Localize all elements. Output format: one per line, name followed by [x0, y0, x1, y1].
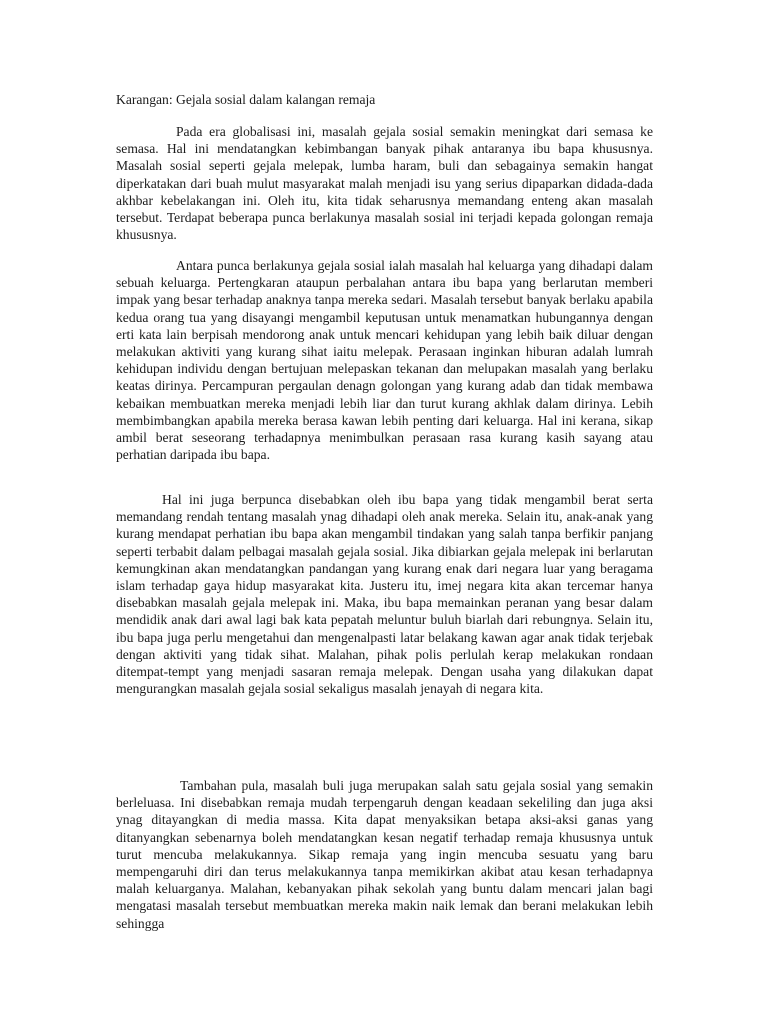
paragraph-3: Hal ini juga berpunca disebabkan oleh ibu bapa yang tidak mengambil berat serta memandang rendah tentang masalah ynag dihadapi oleh anak mereka. Selain itu, anak-anak yang kurang mendapat perhatian ibu bapa akan mengambil tindakan yang salah tanpa berfikir panjang seperti terbabit dalam pelbagai masalah gejala sosial. Jika dibiarkan gejala melepak ini berlarutan kemungkinan akan mendatangkan pandangan yang kurang enak dari negara luar yang beragama islam terhadap gaya hidup masyarakat kita. Justeru itu, imej negara kita akan tercemar hanya disebabkan masalah gejala melepak ini. Maka, ibu bapa memainkan peranan yang besar dalam mendidik anak dari awal lagi bak kata pepatah meluntur buluh biarlah dari rebungnya. Selain itu, ibu bapa juga perlu mengetahui dan mengenalpasti latar belakang kawan agar anak tidak terjebak dengan aktiviti yang tidak sihat. Malahan, pihak polis perlulah kerap melakukan rondaan ditempat-tempt yang menjadi sasaran remaja melepak. Dengan usaha yang dilakukan dapat mengurangkan masalah gejala sosial sekaligus masalah jenayah di negara kita. — [116, 492, 653, 697]
paragraph-4: Tambahan pula, masalah buli juga merupakan salah satu gejala sosial yang semakin berleluasa. Ini disebabkan remaja mudah terpengaruh dengan keadaan sekeliling dan juga aksi ynag ditayangkan di media massa. Kita dapat menyaksikan betapa aksi-aksi ganas yang ditanyangkan sebenarnya boleh mendatangkan kesan negatif terhadap remaja khususnya untuk turut mencuba melakukannya. Sikap remaja yang ingin mencuba sesuatu yang baru mempengaruhi diri dan terus melakukannya tanpa memikirkan akibat atau kesan terhadapnya malah keluarganya. Malahan, kebanyakan pihak sekolah yang buntu dalam mencari jalan bagi mengatasi masalah tersebut membuatkan mereka makin naik lemak dan berani melakukan lebih sehingga — [116, 778, 653, 931]
document-title: Karangan: Gejala sosial dalam kalangan remaja — [116, 92, 376, 107]
paragraph-2: Antara punca berlakunya gejala sosial ialah masalah hal keluarga yang dihadapi dalam sebuah keluarga. Pertengkaran ataupun perbalahan antara ibu bapa yang berlarutan memberi impak yang besar terhadap anaknya tanpa mereka sedari. Masalah tersebut banyak berlaku apabila kedua orang tua yang disayangi mengambil keputusan untuk menamatkan hubungannya dengan erti kata lain berpisah mendorong anak untuk mencari kehidupan yang lebih baik diluar dengan melakukan aktiviti yang kurang sihat iaitu melepak. Perasaan inginkan hiburan adalah lumrah kehidupan individu dengan bertujuan melepaskan tekanan dan melupakan masalah yang berlaku keatas dirinya. Percampuran pergaulan denagn golongan yang kurang adab dan tidak membawa kebaikan membuatkan mereka menjadi lebih liar dan turut kurang akhlak dalam dirinya. Lebih membimbangkan apabila mereka berasa kawan lebih penting dari keluarga. Hal ini kerana, sikap ambil berat seseorang terhadapnya menimbulkan perasaan rasa kurang kasih sayang atau perhatian daripada ibu bapa. — [116, 258, 653, 463]
paragraph-1: Pada era globalisasi ini, masalah gejala sosial semakin meningkat dari semasa ke semasa. Hal ini mendatangkan kebimbangan banyak pihak antaranya ibu bapa khususnya. Masalah sosial seperti gejala melepak, lumba haram, buli dan sebagainya semakin hangat diperkatakan dari buah mulut masyarakat malah menjadi isu yang serius dipaparkan didada-dada akhbar kebelakangan ini. Oleh itu, kita tidak seharusnya memandang enteng akan masalah tersebut. Terdapat beberapa punca berlakunya masalah sosial ini terjadi kepada golongan remaja khususnya. — [116, 124, 653, 243]
